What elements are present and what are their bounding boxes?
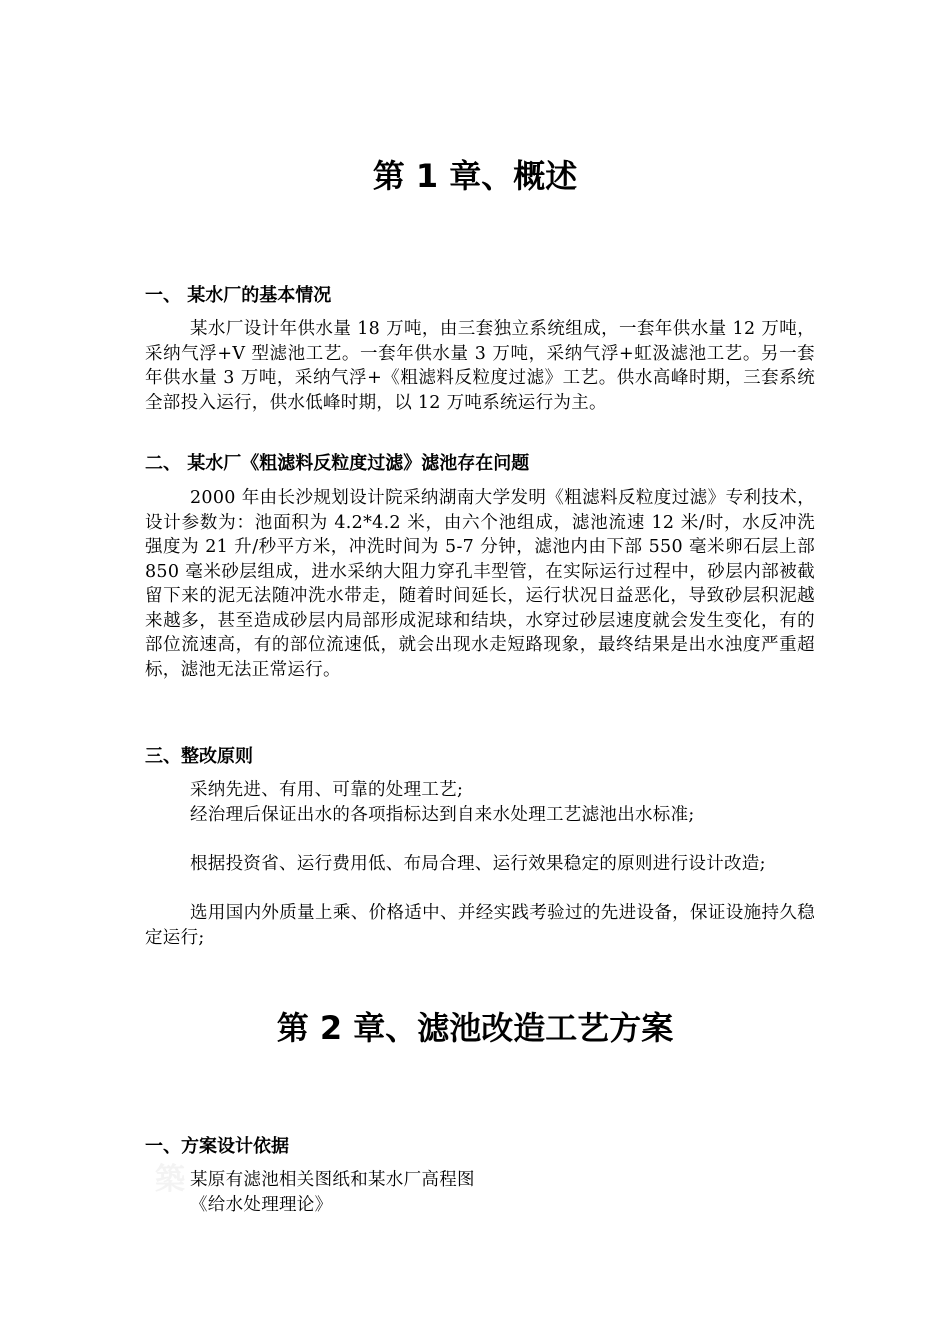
section-heading-filter-problems: 二、 某水厂《粗滤料反粒度过滤》滤池存在问题	[145, 453, 530, 474]
principle-item: 选用国内外质量上乘、价格适中、并经实践考验过的先进设备，保证设施持久稳定运行;	[145, 903, 815, 948]
paragraph-basic-info: 某水厂设计年供水量 18 万吨，由三套独立系统组成，一套年供水量 12 万吨，采纳气浮+V 型滤池工艺。一套年供水量 3 万吨，采纳气浮+虹汲滤池工艺。另一套年供水量 3 万吨，采纳气浮+《粗滤料反粒度过滤》工艺。供水高峰时期，三套系统全部投入运行，供水低峰时期，以 12 万吨系统运行为主。	[145, 319, 815, 413]
chapter-1-title: 第 1 章、概述	[372, 157, 578, 195]
chapter-2-title: 第 2 章、滤池改造工艺方案	[276, 1009, 674, 1047]
section-heading-design-basis: 一、方案设计依据	[145, 1136, 289, 1157]
design-basis-item: 《给水处理理论》	[190, 1195, 333, 1215]
section-heading-basic-info: 一、 某水厂的基本情况	[145, 285, 332, 306]
section-heading-rectification-principles: 三、整改原则	[145, 746, 253, 767]
principle-item: 根据投资省、运行费用低、布局合理、运行效果稳定的原则进行设计改造;	[190, 854, 766, 874]
principle-item: 采纳先进、有用、可靠的处理工艺;	[190, 780, 464, 800]
watermark-logo: 築	[155, 1162, 185, 1197]
design-basis-item: 某原有滤池相关图纸和某水厂高程图	[190, 1170, 475, 1190]
principle-item: 经治理后保证出水的各项指标达到自来水处理工艺滤池出水标准;	[190, 805, 695, 825]
paragraph-filter-problems: 2000 年由长沙规划设计院采纳湖南大学发明《粗滤料反粒度过滤》专利技术，设计参数为：池面积为 4.2*4.2 米，由六个池组成，滤池流速 12 米/时，水反冲洗强度为 21 升/秒平方米，冲洗时间为 5-7 分钟，滤池内由下部 550 毫米卵石层上部 850 毫米砂层组成，进水采纳大阻力穿孔丰型管，在实际运行过程中，砂层内部被截留下来的泥无法随冲洗水带走，随着时间延长，运行状况日益恶化，导致砂层积泥越来越多，甚至造成砂层内局部形成泥球和结块，水穿过砂层速度就会发生变化，有的部位流速高，有的部位流速低，就会出现水走短路现象，最终结果是出水浊度严重超标，滤池无法正常运行。	[145, 488, 815, 680]
